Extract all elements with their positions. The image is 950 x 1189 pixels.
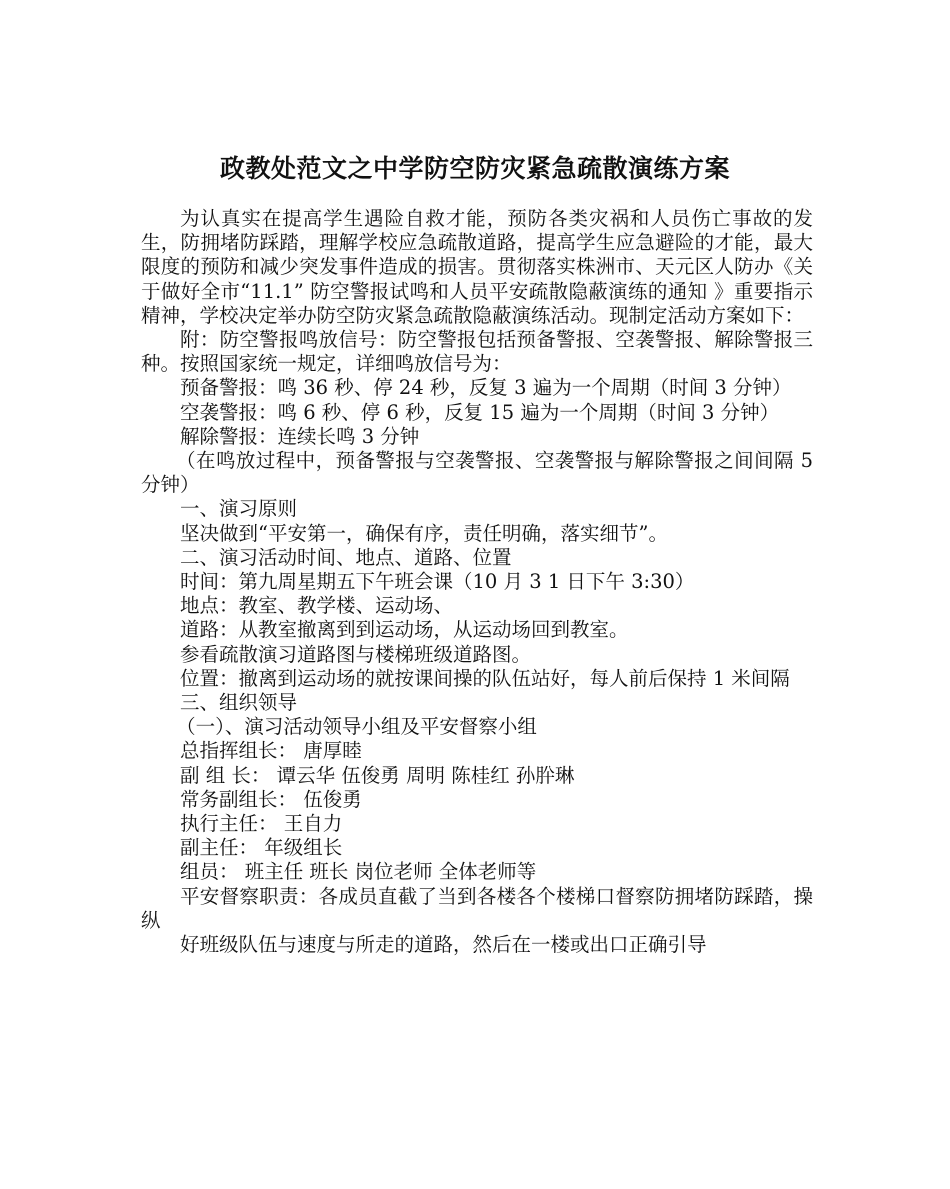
paragraph-alarm-interval: （在鸣放过程中，预备警报与空袭警报、空袭警报与解除警报之间间隔 5 分钟） bbox=[141, 449, 813, 497]
paragraph-supervision-duties-cont: 好班级队伍与速度与所走的道路，然后在一楼或出口正确引导 bbox=[180, 933, 707, 957]
subsection-heading-leadership: （一）、演习活动领导小组及平安督察小组 bbox=[176, 715, 537, 739]
paragraph-deputy-leaders: 副 组 长： 谭云华 伍俊勇 周明 陈桂红 孙肸琳 bbox=[180, 763, 575, 787]
paragraph-location: 地点：教室、教学楼、运动场、 bbox=[180, 594, 454, 618]
paragraph-principles: 坚决做到“平安第一，确保有序，责任明确，落实细节”。 bbox=[180, 521, 668, 545]
paragraph-preliminary-alarm: 预备警报：鸣 36 秒、停 24 秒，反复 3 遍为一个周期（时间 3 分钟） bbox=[180, 376, 792, 400]
section-heading-schedule: 二、演习活动时间、地点、道路、位置 bbox=[180, 545, 512, 569]
document-title: 政教处范文之中学防空防灾紧急疏散演练方案 bbox=[219, 153, 730, 183]
paragraph-route: 道路：从教室撤离到到运动场，从运动场回到教室。 bbox=[180, 618, 629, 642]
section-heading-principles: 一、演习原则 bbox=[180, 497, 298, 521]
paragraph-commander: 总指挥组长： 唐厚睦 bbox=[180, 739, 362, 763]
paragraph-alarm-signals: 附：防空警报鸣放信号：防空警报包括预备警报、空袭警报、解除警报三种。按照国家统一规定，详细鸣放信号为： bbox=[141, 328, 813, 376]
paragraph-members: 组员： 班主任 班长 岗位老师 全体老师等 bbox=[180, 860, 537, 884]
document-body bbox=[141, 207, 813, 957]
paragraph-route-map: 参看疏散演习道路图与楼梯班级道路图。 bbox=[180, 642, 532, 666]
paragraph-position: 位置：撤离到运动场的就按课间操的队伍站好，每人前后保持 1 米间隔 bbox=[180, 666, 790, 690]
section-heading-organization: 三、组织领导 bbox=[180, 691, 298, 715]
paragraph-air-raid-alarm: 空袭警报：鸣 6 秒、停 6 秒，反复 15 遍为一个周期（时间 3 分钟） bbox=[180, 400, 780, 424]
paragraph-supervision-duties: 平安督察职责：各成员直截了当到各楼各个楼梯口督察防拥堵防踩踏，操纵 bbox=[141, 884, 813, 932]
paragraph-time: 时间：第九周星期五下午班会课（10 月 3 1 日下午 3:30） bbox=[180, 570, 695, 594]
paragraph-all-clear-alarm: 解除警报：连续长鸣 3 分钟 bbox=[180, 424, 420, 448]
paragraph-deputy-director: 副主任： 年级组长 bbox=[180, 836, 343, 860]
paragraph-intro: 为认真实在提高学生遇险自救才能，预防各类灾祸和人员伤亡事故的发生，防拥堵防踩踏，理解学校应急疏散道路，提高学生应急避险的才能，最大限度的预防和减少突发事件造成的损害。贯彻落实株洲市、天元区人防办《关于做好全市“11.1” 防空警报试鸣和人员平安疏散隐蔽演练的通知 》重要指示精神，学校决定举办防空防灾紧急疏散隐蔽演练活动。现制定活动方案如下： bbox=[141, 207, 813, 327]
paragraph-executive-director: 执行主任： 王自力 bbox=[180, 812, 343, 836]
paragraph-executive-deputy: 常务副组长： 伍俊勇 bbox=[180, 787, 362, 811]
